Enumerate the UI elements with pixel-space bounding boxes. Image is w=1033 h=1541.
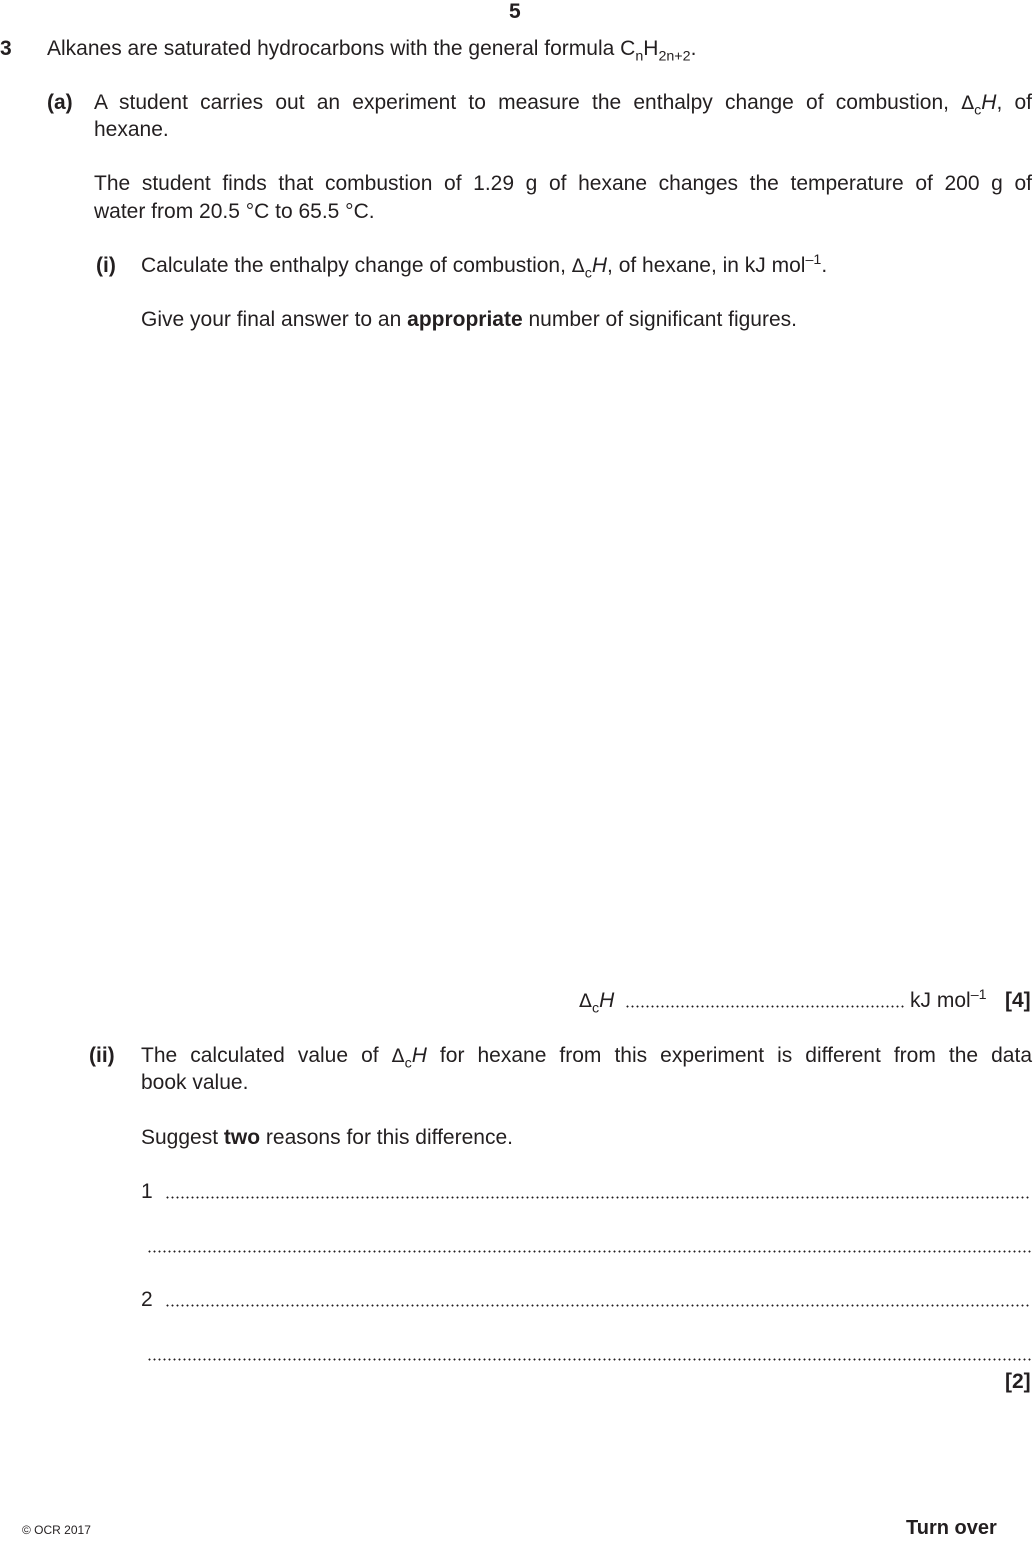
instruction-text-end: number of significant figures. (522, 308, 797, 331)
enthalpy-h: H (599, 989, 615, 1012)
unit-text: kJ mol (910, 989, 971, 1012)
part-a-line1-end: , of (996, 91, 1032, 114)
delta-symbol: Δ (961, 92, 975, 114)
enthalpy-h: H (591, 254, 608, 277)
part-a-para2-line1: The student finds that combustion of 1.29 g of hexane changes the temperature of 200 g of (94, 172, 1032, 195)
suggest-text-end: reasons for this difference. (260, 1126, 513, 1149)
question-number: 3 (0, 37, 12, 60)
delta-symbol: Δ (571, 255, 585, 277)
answer-1-number: 1 (141, 1180, 153, 1203)
part-ii-line1 (141, 1042, 1032, 1072)
delta-sub-c: c (591, 1000, 600, 1017)
answer-2-line-1[interactable] (165, 1304, 1031, 1307)
answer-1-line-1[interactable] (165, 1196, 1031, 1199)
part-a-para2-line2: water from 20.5 °C to 65.5 °C. (94, 200, 375, 223)
delta-symbol: Δ (579, 990, 592, 1012)
suggest-bold: two (223, 1126, 261, 1149)
answer-2-line-2[interactable] (147, 1358, 1031, 1361)
part-ii-suggest (141, 1124, 513, 1151)
part-i-text-end: . (821, 254, 828, 277)
part-a-label: (a) (47, 91, 73, 114)
part-ii-text: The calculated value of (141, 1044, 392, 1067)
part-ii-text-end: for hexane from this experiment is different from the data (426, 1044, 1032, 1067)
suggest-text: Suggest (141, 1126, 224, 1149)
part-i-label: (i) (96, 254, 116, 277)
intro-text: Alkanes are saturated hydrocarbons with the general formula C (47, 37, 636, 60)
copyright: © OCR 2017 (22, 1523, 91, 1537)
part-a-line1 (94, 89, 1032, 119)
part-ii-line2: book value. (141, 1071, 249, 1094)
answer-2-number: 2 (141, 1288, 153, 1311)
part-i-question (141, 252, 828, 282)
delta-sub-c: c (974, 102, 982, 119)
part-i-instruction (141, 306, 797, 333)
part-ii-label: (ii) (89, 1044, 115, 1067)
unit-sup: –1 (970, 987, 987, 1004)
enthalpy-h: H (981, 91, 997, 114)
instruction-bold: appropriate (407, 308, 523, 331)
answer-i-prefix (579, 987, 615, 1017)
formula-sub-n: n (635, 48, 644, 65)
page-number: 5 (509, 0, 521, 23)
delta-sub-c: c (404, 1055, 412, 1072)
part-a-line1-text: A student carries out an experiment to measure the enthalpy change of combustion, (94, 91, 962, 114)
question-intro (47, 35, 697, 65)
working-space[interactable] (141, 345, 1031, 965)
enthalpy-h: H (411, 1044, 427, 1067)
answer-i-line[interactable] (625, 1005, 905, 1008)
delta-symbol: Δ (391, 1045, 405, 1067)
marks-i: [4] (1005, 989, 1031, 1012)
turn-over: Turn over (906, 1517, 997, 1539)
answer-i-unit (910, 987, 987, 1014)
unit-sup: –1 (805, 252, 822, 269)
formula-h: H (643, 37, 659, 60)
formula-sub-2n2: 2n+2 (658, 48, 691, 65)
instruction-text: Give your final answer to an (141, 308, 408, 331)
answer-1-line-2[interactable] (147, 1250, 1031, 1253)
part-i-text-mid: , of hexane, in kJ mol (607, 254, 806, 277)
delta-sub-c: c (584, 265, 592, 282)
part-i-text: Calculate the enthalpy change of combustion, (141, 254, 572, 277)
part-a-line2: hexane. (94, 118, 169, 141)
marks-ii: [2] (1005, 1370, 1031, 1393)
intro-period: . (690, 37, 697, 60)
